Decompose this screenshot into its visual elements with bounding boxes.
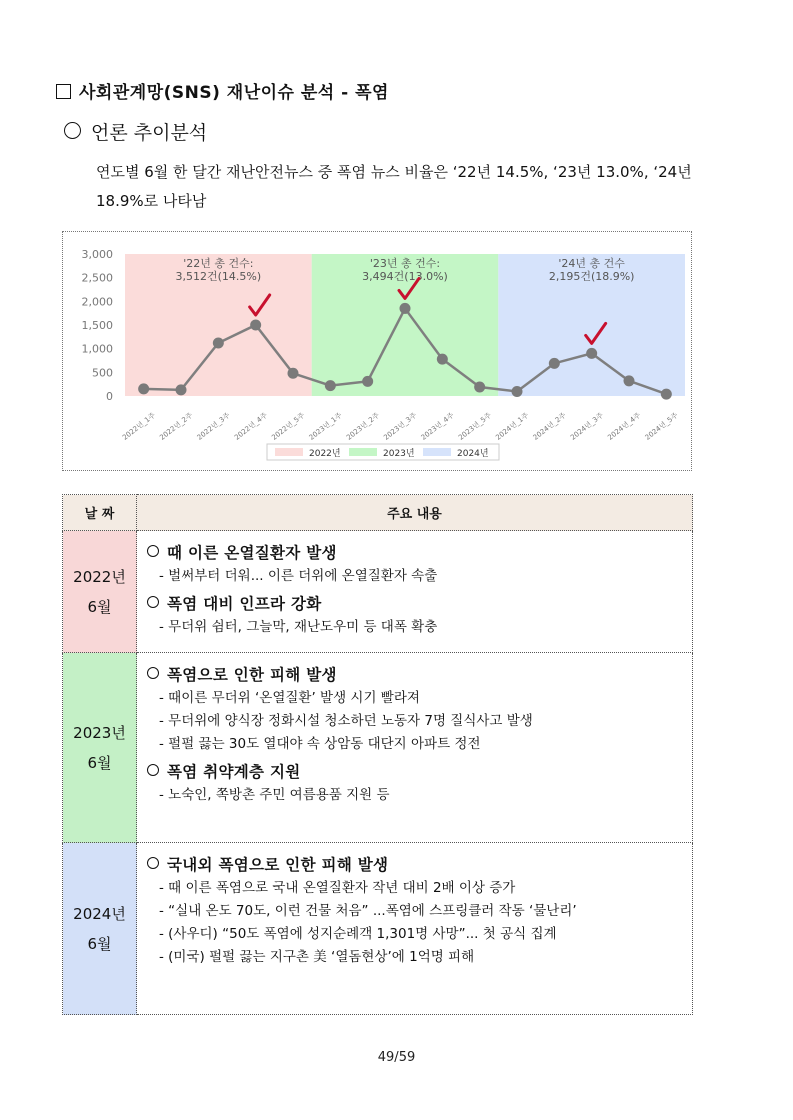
- summary-text: 연도별 6월 한 달간 재난안전뉴스 중 폭염 뉴스 비율은 ‘22년 14.5%, ‘23년 13.0%, ‘24년 18.9%로 나타남: [96, 163, 692, 210]
- subsection-title-text: 언론 추이분석: [91, 122, 208, 144]
- data-point: [176, 384, 187, 395]
- data-point: [400, 303, 411, 314]
- row-date: [63, 653, 137, 843]
- news-item: - 때 이른 폭염으로 국내 온열질환자 작년 대비 2배 이상 증가: [159, 880, 516, 896]
- date-month: 6월: [87, 597, 112, 616]
- circle-bullet-icon: [147, 667, 159, 679]
- circle-bullet-icon: [64, 122, 81, 139]
- news-item: - 때이른 무더위 ‘온열질환’ 발생 시기 빨라져: [159, 690, 420, 706]
- x-tick-label: 2023년_4주: [419, 411, 456, 442]
- x-tick-label: 2022년_5주: [270, 411, 307, 442]
- row-date: [63, 531, 137, 653]
- topic-heading: 폭염 취약계층 지원: [147, 760, 692, 782]
- table-row: [63, 531, 693, 653]
- data-point: [624, 375, 635, 386]
- section-title: [56, 78, 389, 103]
- region-total: 3,494건(13.0%): [362, 270, 448, 283]
- x-tick-label: 2023년_1주: [307, 411, 344, 442]
- news-item: - 노숙인, 쪽방촌 주민 여름용품 지원 등: [159, 787, 390, 803]
- table-header-row: [63, 495, 693, 531]
- topic-heading: 때 이른 온열질환자 발생: [147, 541, 692, 563]
- date-year: 2023년: [73, 723, 126, 742]
- x-tick-label: 2022년_1주: [121, 411, 157, 442]
- page-number: 49/59: [377, 1050, 416, 1065]
- circle-bullet-icon: [147, 545, 159, 557]
- y-tick-label: 0: [106, 390, 113, 403]
- region-total: 3,512건(14.5%): [175, 270, 262, 283]
- row-content: [137, 531, 693, 653]
- region-label: '23년 총 건수:: [369, 257, 441, 270]
- legend-label: 2022년: [309, 449, 341, 459]
- data-point: [437, 354, 448, 365]
- table-row: [63, 843, 693, 1015]
- date-year: 2024년: [73, 904, 126, 923]
- data-point: [549, 358, 560, 369]
- x-tick-label: 2024년_5주: [643, 411, 680, 442]
- news-item: - (미국) 펄펄 끓는 지구촌 美 ‘열돔현상’에 1억명 피해: [159, 949, 475, 965]
- row-date: [63, 843, 137, 1015]
- topic-heading: 폭염으로 인한 피해 발생: [147, 663, 692, 685]
- x-tick-label: 2022년_2주: [158, 411, 195, 442]
- trend-chart: [62, 231, 692, 471]
- legend-swatch: [349, 448, 377, 456]
- news-item: - “실내 온도 70도, 이런 건물 처음” ...폭염에 스프링클러 작동 ‘물난리’: [159, 903, 577, 919]
- trend-chart-svg: [63, 232, 693, 472]
- topic-heading: 폭염 대비 인프라 강화: [147, 592, 692, 614]
- row-content: [137, 653, 693, 843]
- checkbox-square-icon: [56, 84, 71, 99]
- data-point: [325, 380, 336, 391]
- data-point: [362, 376, 373, 387]
- date-month: 6월: [87, 934, 112, 953]
- news-item: - 펄펄 끓는 30도 열대야 속 상암동 대단지 아파트 정전: [159, 736, 481, 752]
- header-date: 날 짜: [63, 495, 137, 531]
- date-month: 6월: [87, 753, 112, 772]
- legend-label: 2024년: [457, 449, 489, 459]
- news-item: - (사우디) “50도 폭염에 성지순례객 1,301명 사망”... 첫 공식 집계: [159, 926, 557, 942]
- x-tick-label: 2024년_1주: [494, 411, 531, 442]
- x-tick-label: 2023년_3주: [382, 411, 419, 442]
- data-point: [288, 368, 299, 379]
- news-table: [62, 494, 693, 1015]
- legend-label: 2023년: [383, 449, 415, 459]
- x-tick-label: 2024년_4주: [606, 411, 643, 442]
- row-content: [137, 843, 693, 1015]
- data-point: [138, 383, 149, 394]
- data-point: [586, 348, 597, 359]
- circle-bullet-icon: [147, 596, 159, 608]
- legend-swatch: [423, 448, 451, 456]
- y-tick-label: 500: [92, 366, 113, 380]
- section-title-text: 사회관계망(SNS) 재난이슈 분석 - 폭염: [79, 83, 389, 103]
- header-content: 주요 내용: [137, 495, 693, 531]
- x-tick-label: 2024년_3주: [569, 411, 605, 442]
- data-point: [250, 320, 261, 331]
- circle-bullet-icon: [147, 857, 159, 869]
- news-item: - 무더위에 양식장 정화시설 청소하던 노동자 7명 질식사고 발생: [159, 713, 533, 729]
- x-tick-label: 2022년_3주: [195, 411, 232, 442]
- date-year: 2022년: [73, 567, 126, 586]
- summary-paragraph: [80, 158, 700, 216]
- news-item: - 무더위 쉼터, 그늘막, 재난도우미 등 대폭 확충: [159, 619, 438, 635]
- news-item: - 벌써부터 더워... 이른 더위에 온열질환자 속출: [159, 568, 438, 584]
- y-tick-label: 2,500: [81, 271, 113, 285]
- x-tick-label: 2023년_5주: [457, 411, 493, 442]
- data-point: [213, 337, 224, 348]
- region-label: '22년 총 건수:: [183, 257, 254, 270]
- x-tick-label: 2023년_2주: [345, 411, 381, 442]
- data-point: [474, 382, 485, 393]
- y-tick-label: 3,000: [81, 248, 113, 261]
- circle-bullet-icon: [147, 764, 159, 776]
- subsection-title: [64, 118, 207, 145]
- data-point: [512, 386, 523, 397]
- legend-swatch: [275, 448, 303, 456]
- table-row: [63, 653, 693, 843]
- y-tick-label: 1,000: [81, 342, 113, 356]
- y-tick-label: 1,500: [81, 319, 113, 332]
- region-label: '24년 총 건수: [558, 257, 625, 270]
- data-point: [661, 389, 672, 400]
- x-tick-label: 2022년_4주: [233, 411, 269, 442]
- region-total: 2,195건(18.9%): [548, 270, 635, 283]
- x-tick-label: 2024년_2주: [531, 411, 568, 442]
- y-tick-label: 2,000: [81, 295, 113, 309]
- topic-heading: 국내외 폭염으로 인한 피해 발생: [147, 853, 692, 875]
